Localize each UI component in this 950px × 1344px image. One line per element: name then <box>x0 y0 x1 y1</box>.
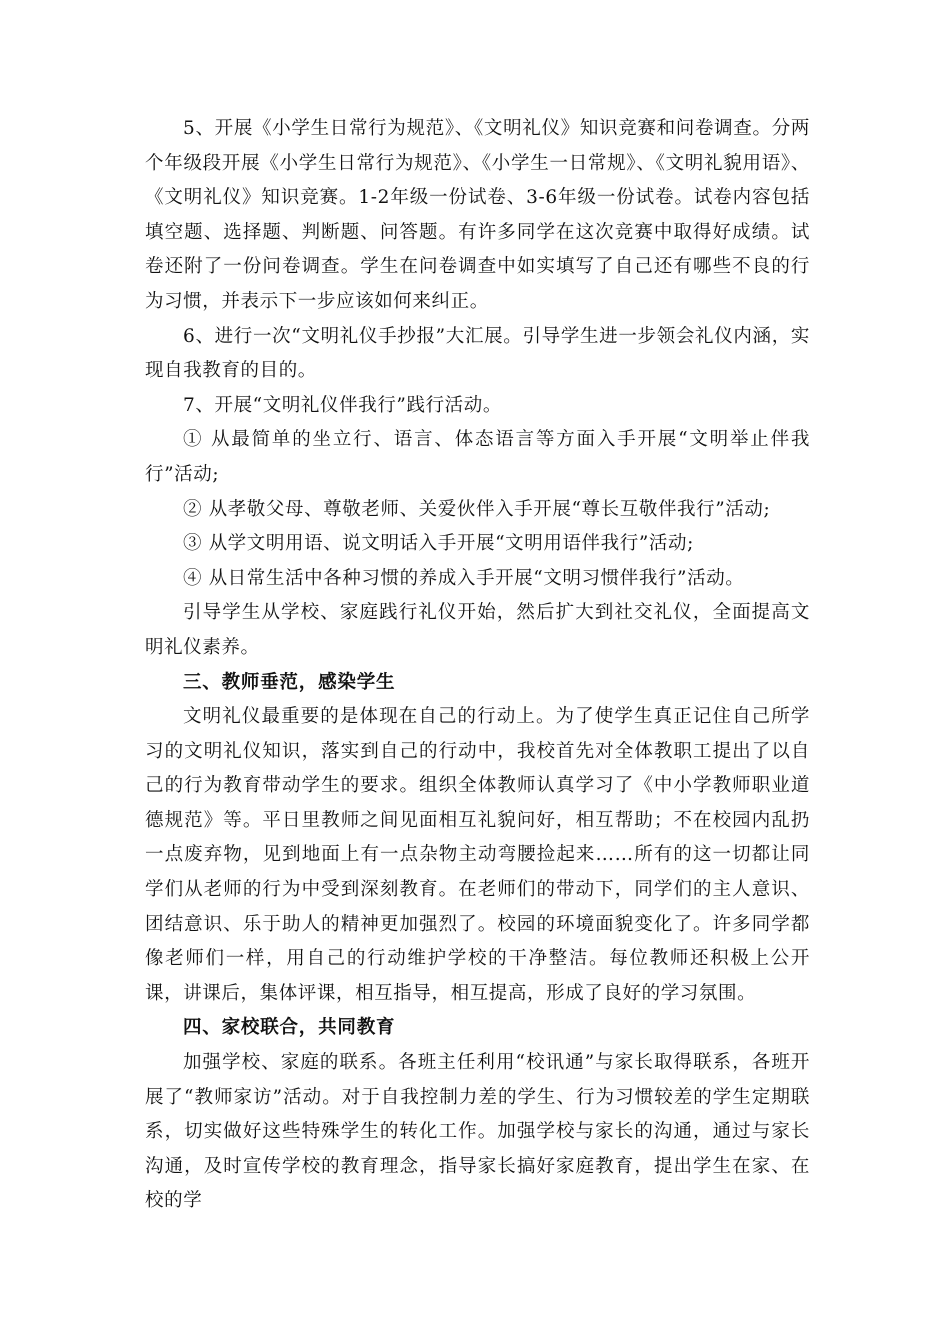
section-heading-3: 三、教师垂范，感染学生 <box>183 671 396 693</box>
section-body-4: 加强学校、家庭的联系。各班主任利用“校讯通”与家长取得联系，各班开展了“教师家访”活动。对于自我控制力差的学生、行为习惯较差的学生定期联系，切实做好这些特殊学生的转化工作。加强学校与家长的沟通，通过与家长沟通，及时宣传学校的教育理念，指导家长搞好家庭教育，提出学生在家、在校的学 <box>145 1052 810 1212</box>
paragraph-subitem-1: ① 从最简单的坐立行、语言、体态语言等方面入手开展“文明举止伴我行”活动; <box>145 429 810 485</box>
document-page <box>145 112 810 1219</box>
paragraph-item-6: 6、进行一次“文明礼仪手抄报”大汇展。引导学生进一步领会礼仪内涵，实现自我教育的目的。 <box>145 325 810 382</box>
paragraph-item-7: 7、开展“文明礼仪伴我行”践行活动。 <box>183 394 502 416</box>
section-heading-4: 四、家校联合，共同教育 <box>183 1017 396 1039</box>
paragraph-subitem-2: ② 从孝敬父母、尊敬老师、关爱伙伴入手开展“尊长互敬伴我行”活动; <box>183 498 771 520</box>
paragraph-subitem-4: ④ 从日常生活中各种习惯的养成入手开展“文明习惯伴我行”活动。 <box>183 567 745 589</box>
paragraph-summary: 引导学生从学校、家庭践行礼仪开始，然后扩大到社交礼仪，全面提高文明礼仪素养。 <box>145 602 810 658</box>
paragraph-subitem-3: ③ 从学文明用语、说文明话入手开展“文明用语伴我行”活动; <box>183 533 694 555</box>
paragraph-item-5: 5、开展《小学生日常行为规范》、《文明礼仪》知识竞赛和问卷调查。分两个年级段开展《小学生日常行为规范》、《小学生一日常规》、《文明礼貌用语》、《文明礼仪》知识竞赛。1-2年级一份试卷、3-6年级一份试卷。试卷内容包括填空题、选择题、判断题、问答题。有许多同学在这次竞赛中取得好成绩。试卷还附了一份问卷调查。学生在问卷调查中如实填写了自己还有哪些不良的行为习惯，并表示下一步应该如何来纠正。 <box>145 118 810 312</box>
section-body-3: 文明礼仪最重要的是体现在自己的行动上。为了使学生真正记住自己所学习的文明礼仪知识，落实到自己的行动中，我校首先对全体教职工提出了以自己的行为教育带动学生的要求。组织全体教师认真学习了《中小学教师职业道德规范》等。平日里教师之间见面相互礼貌问好，相互帮助；不在校园内乱扔一点废弃物，见到地面上有一点杂物主动弯腰捡起来……所有的这一切都让同学们从老师的行为中受到深刻教育。在老师们的带动下，同学们的主人意识、团结意识、乐于助人的精神更加强烈了。校园的环境面貌变化了。许多同学都像老师们一样，用自己的行动维护学校的干净整洁。每位教师还积极上公开课，讲课后，集体评课，相互指导，相互提高，形成了良好的学习氛围。 <box>145 706 810 1004</box>
